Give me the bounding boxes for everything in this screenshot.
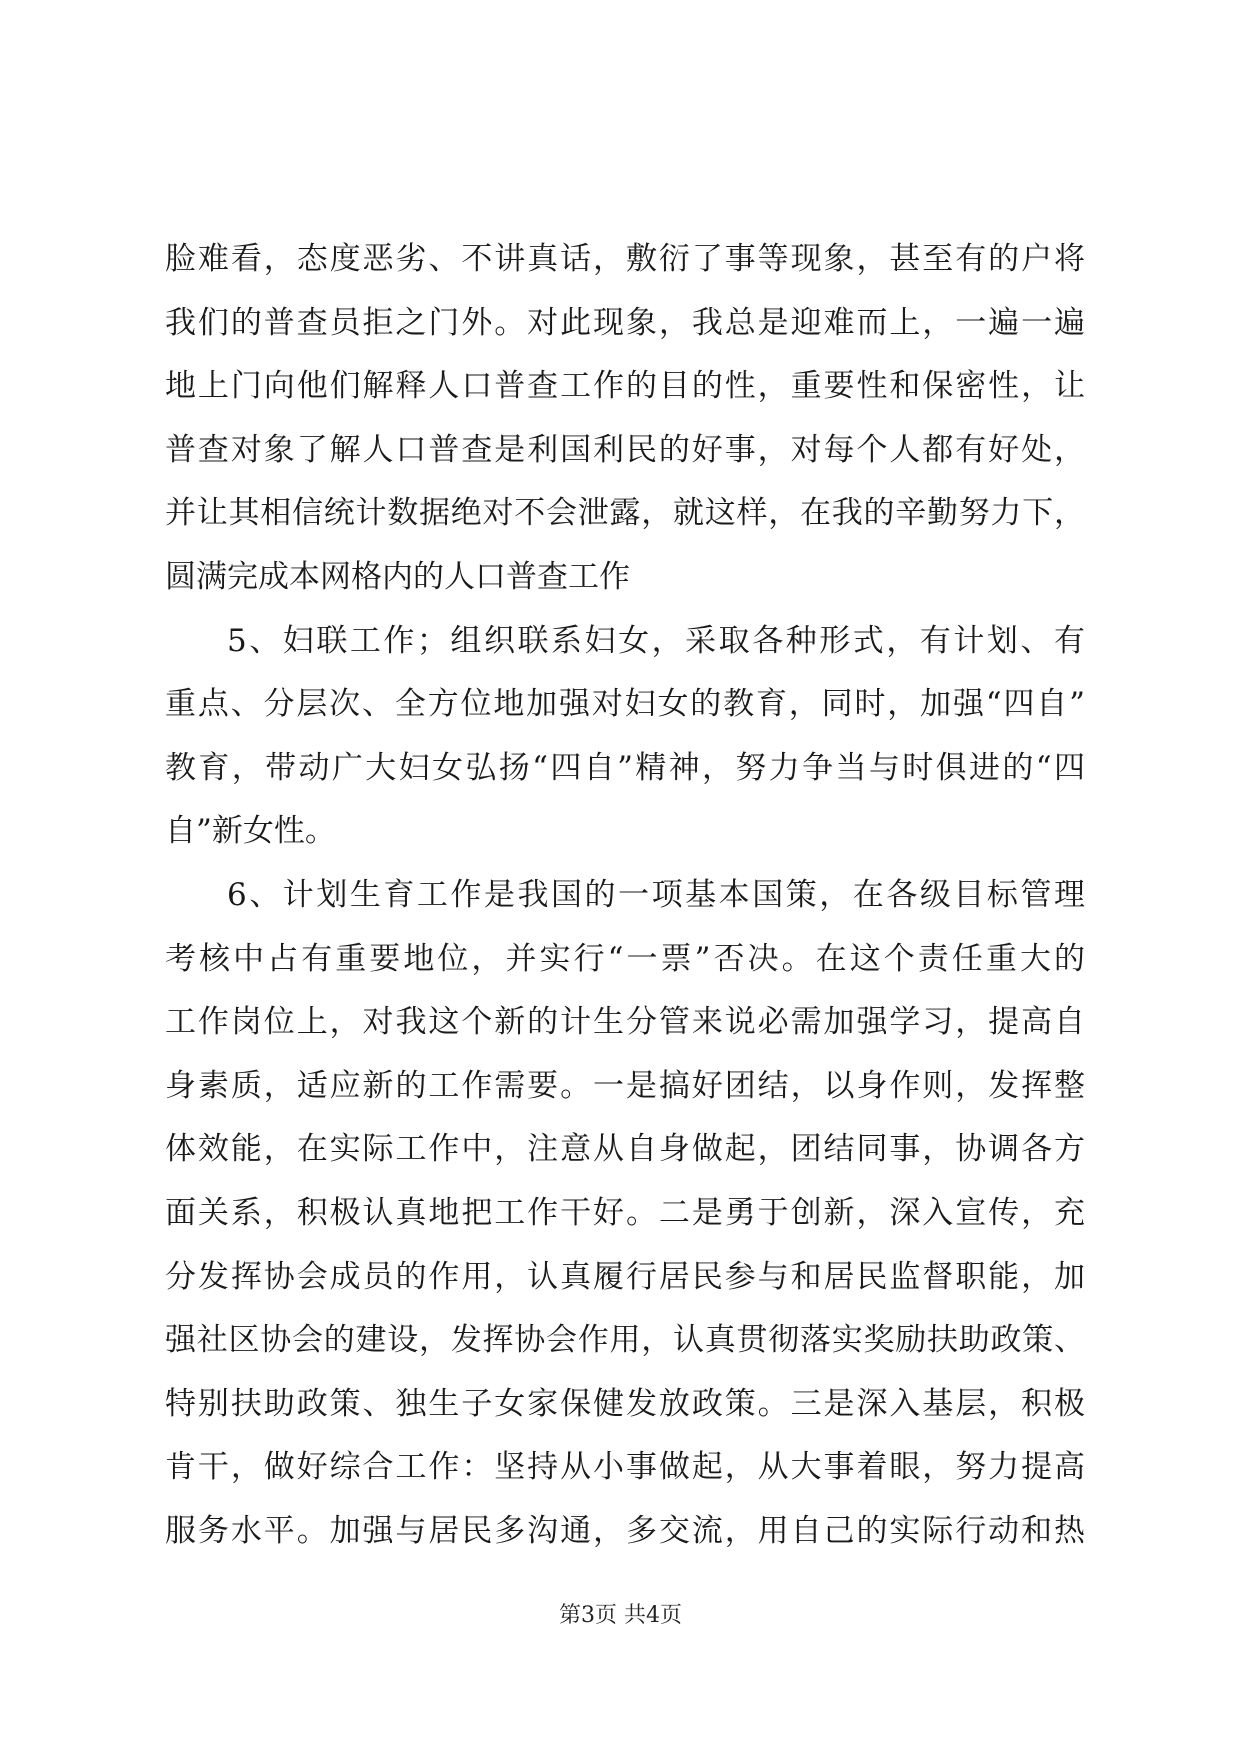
text-line: 特别扶助政策、独生子女家保健发放政策。三是深入基层，积极 <box>165 1385 1085 1422</box>
text-line: 自”新女性。 <box>165 813 336 850</box>
text-line: 面关系，积极认真地把工作干好。二是勇于创新，深入宣传，充 <box>165 1194 1085 1231</box>
text-line: 教育，带动广大妇女弘扬“四自”精神，努力争当与时俱进的“四 <box>165 749 1085 786</box>
text-line: 考核中占有重要地位，并实行“一票”否决。在这个责任重大的 <box>165 940 1085 977</box>
text-line: 体效能，在实际工作中，注意从自身做起，团结同事，协调各方 <box>165 1131 1085 1168</box>
text-line: 肯干，做好综合工作：坚持从小事做起，从大事着眼，努力提高 <box>165 1449 1085 1486</box>
page-number-footer: 第3页 共4页 <box>559 1603 682 1628</box>
text-line: 5、妇联工作；组织联系妇女，采取各种形式，有计划、有 <box>227 622 1085 659</box>
text-line: 6、计划生育工作是我国的一项基本国策，在各级目标管理 <box>227 876 1085 913</box>
document-body <box>165 228 1085 1563</box>
text-line: 分发挥协会成员的作用，认真履行居民参与和居民监督职能，加 <box>165 1258 1085 1295</box>
text-line: 服务水平。加强与居民多沟通，多交流，用自己的实际行动和热 <box>165 1512 1085 1549</box>
paragraph-women-federation <box>165 610 1085 864</box>
text-line: 圆满完成本网格内的人口普查工作 <box>165 558 630 595</box>
paragraph-continued <box>165 228 1085 610</box>
text-line: 我们的普查员拒之门外。对此现象，我总是迎难而上，一遍一遍 <box>165 304 1085 341</box>
text-line: 并让其相信统计数据绝对不会泄露，就这样，在我的辛勤努力下， <box>165 495 1085 532</box>
text-line: 工作岗位上，对我这个新的计生分管来说必需加强学习，提高自 <box>165 1004 1085 1041</box>
text-line: 地上门向他们解释人口普查工作的目的性，重要性和保密性，让 <box>165 368 1085 405</box>
text-line: 强社区协会的建设，发挥协会作用，认真贯彻落实奖励扶助政策、 <box>165 1322 1085 1359</box>
text-line: 脸难看，态度恶劣、不讲真话，敷衍了事等现象，甚至有的户将 <box>165 241 1085 277</box>
paragraph-family-planning <box>165 864 1085 1564</box>
text-line: 身素质，适应新的工作需要。一是搞好团结，以身作则，发挥整 <box>165 1067 1085 1104</box>
text-line: 普查对象了解人口普查是利国利民的好事，对每个人都有好处， <box>165 431 1085 468</box>
text-line: 重点、分层次、全方位地加强对妇女的教育，同时，加强“四自” <box>165 686 1085 723</box>
